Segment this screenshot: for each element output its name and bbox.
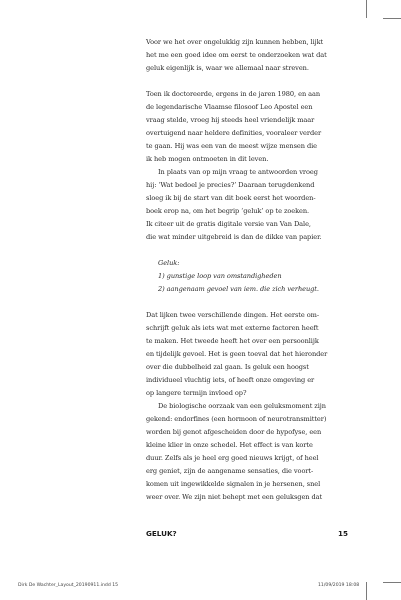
- text-line: schrijft geluk als iets wat met externe factoren heeft: [146, 324, 319, 332]
- paragraph-apostel: [146, 88, 366, 166]
- text-line: erg geniet, zijn de aangename sensaties, die voort-: [146, 467, 314, 475]
- crop-mark: [383, 18, 401, 19]
- text-line: te maken. Het tweede heeft het over een persoonlijk: [146, 337, 319, 345]
- text-line: vraag stelde, vroeg hij steeds heel vriendelijk maar: [146, 116, 315, 124]
- paragraph-biology: [146, 400, 366, 504]
- text-line: boek erop na, om het begrip ‘geluk’ op te zoeken.: [146, 207, 310, 215]
- running-head: GELUK?: [146, 529, 177, 538]
- quote-line: Geluk:: [158, 259, 180, 267]
- text-line: die wat minder uitgebreid is dan de dikke van papier.: [146, 233, 322, 241]
- text-line: De biologische oorzaak van een geluksmoment zijn: [158, 402, 326, 410]
- text-line: over die dubbelheid zal gaan. Is geluk een hoogst: [146, 363, 309, 371]
- paragraph-intro: [146, 36, 366, 75]
- crop-mark: [366, 0, 367, 18]
- dictionary-quote: [146, 257, 366, 296]
- text-line: worden bij genot afgescheiden door de hypofyse, een: [146, 428, 322, 436]
- slug-timestamp: 11/09/2019 18:08: [318, 583, 360, 588]
- text-line: de legendarische Vlaamse filosoof Leo Apostel een: [146, 103, 313, 111]
- crop-mark: [366, 582, 367, 600]
- paragraph-dictionary: [146, 166, 366, 244]
- body-text: [146, 36, 366, 504]
- text-line: Toen ik doctoreerde, ergens in de jaren 1980, en aan: [146, 90, 321, 98]
- text-line: komen uit ingewikkelde signalen in je hersenen, snel: [146, 480, 321, 488]
- slug-filename: Dirk De Wachter_Layout_20190911.indd 15: [18, 583, 119, 588]
- text-line: In plaats van op mijn vraag te antwoorden vroeg: [158, 168, 318, 176]
- text-line: Dat lijken twee verschillende dingen. Het eerste om-: [146, 311, 319, 319]
- text-line: ik heb mogen ontmoeten in dit leven.: [146, 155, 269, 163]
- text-line: duur. Zelfs als je heel erg goed nieuws krijgt, of heel: [146, 454, 319, 462]
- text-line: kleine klier in onze schedel. Het effect is van korte: [146, 441, 313, 449]
- text-line: gekend: endorfines (een hormoon of neurotransmitter): [146, 415, 327, 423]
- quote-line: 1) gunstige loop van omstandigheden: [158, 272, 282, 280]
- quote-line: 2) aangenaam gevoel van iem. die zich verheugt.: [158, 285, 319, 293]
- page-number: 15: [338, 529, 349, 538]
- paragraph-duality: [146, 309, 366, 400]
- text-line: geluk eigenlijk is, waar we allemaal naar streven.: [146, 64, 309, 72]
- text-line: het me een goed idee om eerst te onderzoeken wat dat: [146, 51, 327, 59]
- text-line: en tijdelijk gevoel. Het is geen toeval dat het hieronder: [146, 350, 328, 358]
- text-line: weer over. We zijn niet behept met een geluksgen dat: [146, 493, 323, 501]
- text-line: individueel vluchtig iets, of heeft onze omgeving er: [146, 376, 315, 384]
- text-line: op langere termijn invloed op?: [146, 389, 247, 397]
- text-line: sloeg ik bij de start van dit boek eerst het woorden-: [146, 194, 316, 202]
- text-line: Ik citeer uit de gratis digitale versie van Van Dale,: [146, 220, 311, 228]
- crop-mark: [383, 582, 401, 583]
- text-line: te gaan. Hij was een van de meest wijze mensen die: [146, 142, 318, 150]
- text-line: Voor we het over ongelukkig zijn kunnen hebben, lijkt: [146, 38, 324, 46]
- text-line: overtuigend naar heldere definities, vooraleer verder: [146, 129, 322, 137]
- text-line: hij: ‘Wat bedoel je precies?’ Daaraan terugdenkend: [146, 181, 315, 189]
